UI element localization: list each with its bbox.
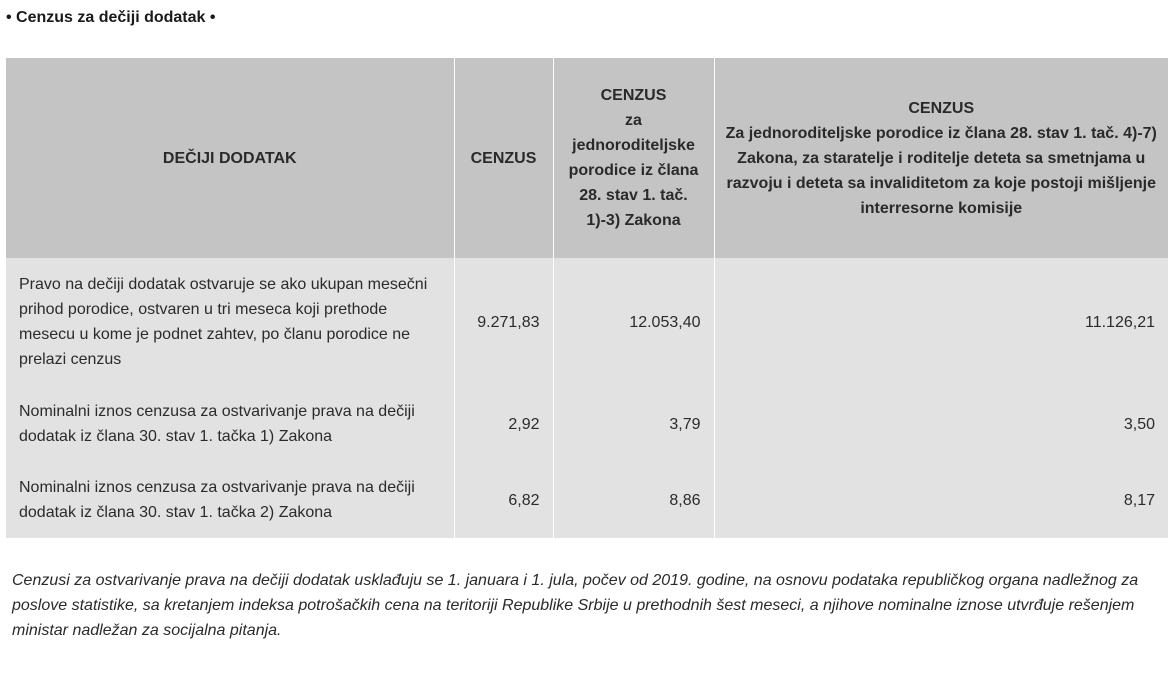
page-title: • Cenzus za dečiji dodatak • [6,9,216,26]
table-row [6,258,1168,386]
header-single-parent-cenzus [553,58,714,258]
header-child-allowance: DEČIJI DODATAK [6,58,454,258]
header-extended-title: CENZUS [908,99,975,117]
footnote: Cenzusi za ostvarivanje prava na dečiji dodatak usklađuju se 1. januara i 1. jula, počev od 2019. godine, na osnovu podataka republičkog organa nadležnog za poslove statistike, sa kretanjem indeksa potrošačkih cena na teritoriji Republike Srbije u prethodnih šest meseci, a njihove nominalne iznose utvrđuje rešenjem ministar nadležan za socijalna pitanja. [12,572,1139,639]
header-single-parent-text: za jednoroditeljske porodice iz člana 28. stav 1. tač. 1)-3) Zakona [568,112,699,229]
header-single-parent-title: CENZUS [600,87,667,104]
row-single-parent-value: 3,79 [553,386,714,462]
row-cenzus-value: 9.271,83 [454,258,553,386]
table-row [6,386,1168,462]
table-header-row [6,58,1168,258]
row-single-parent-value: 12.053,40 [553,258,714,386]
row-extended-value: 3,50 [714,386,1168,462]
header-extended-cenzus [714,58,1168,258]
row-cenzus-value: 2,92 [454,386,553,462]
census-table [6,58,1168,538]
header-cenzus: CENZUS [454,58,553,258]
row-description: Nominalni iznos cenzusa za ostvarivanje prava na dečiji dodatak iz člana 30. stav 1. tačka 2) Zakona [6,462,454,538]
row-extended-value: 11.126,21 [714,258,1168,386]
row-description: Pravo na dečiji dodatak ostvaruje se ako ukupan mesečni prihod porodice, ostvaren u tri meseca koji prethode mesecu u kome je podnet zahtev, po članu porodice ne prelazi cenzus [6,258,454,386]
row-extended-value: 8,17 [714,462,1168,538]
header-extended-text: Za jednoroditeljske porodice iz člana 28. stav 1. tač. 4)-7) Zakona, za staratelje i roditelje deteta sa smetnjama u razvoju i deteta sa invaliditetom za koje postoji mišljenje interresorne komisije [725,124,1157,217]
row-cenzus-value: 6,82 [454,462,553,538]
row-single-parent-value: 8,86 [553,462,714,538]
row-description: Nominalni iznos cenzusa za ostvarivanje prava na dečiji dodatak iz člana 30. stav 1. tačka 1) Zakona [6,386,454,462]
table-row [6,462,1168,538]
